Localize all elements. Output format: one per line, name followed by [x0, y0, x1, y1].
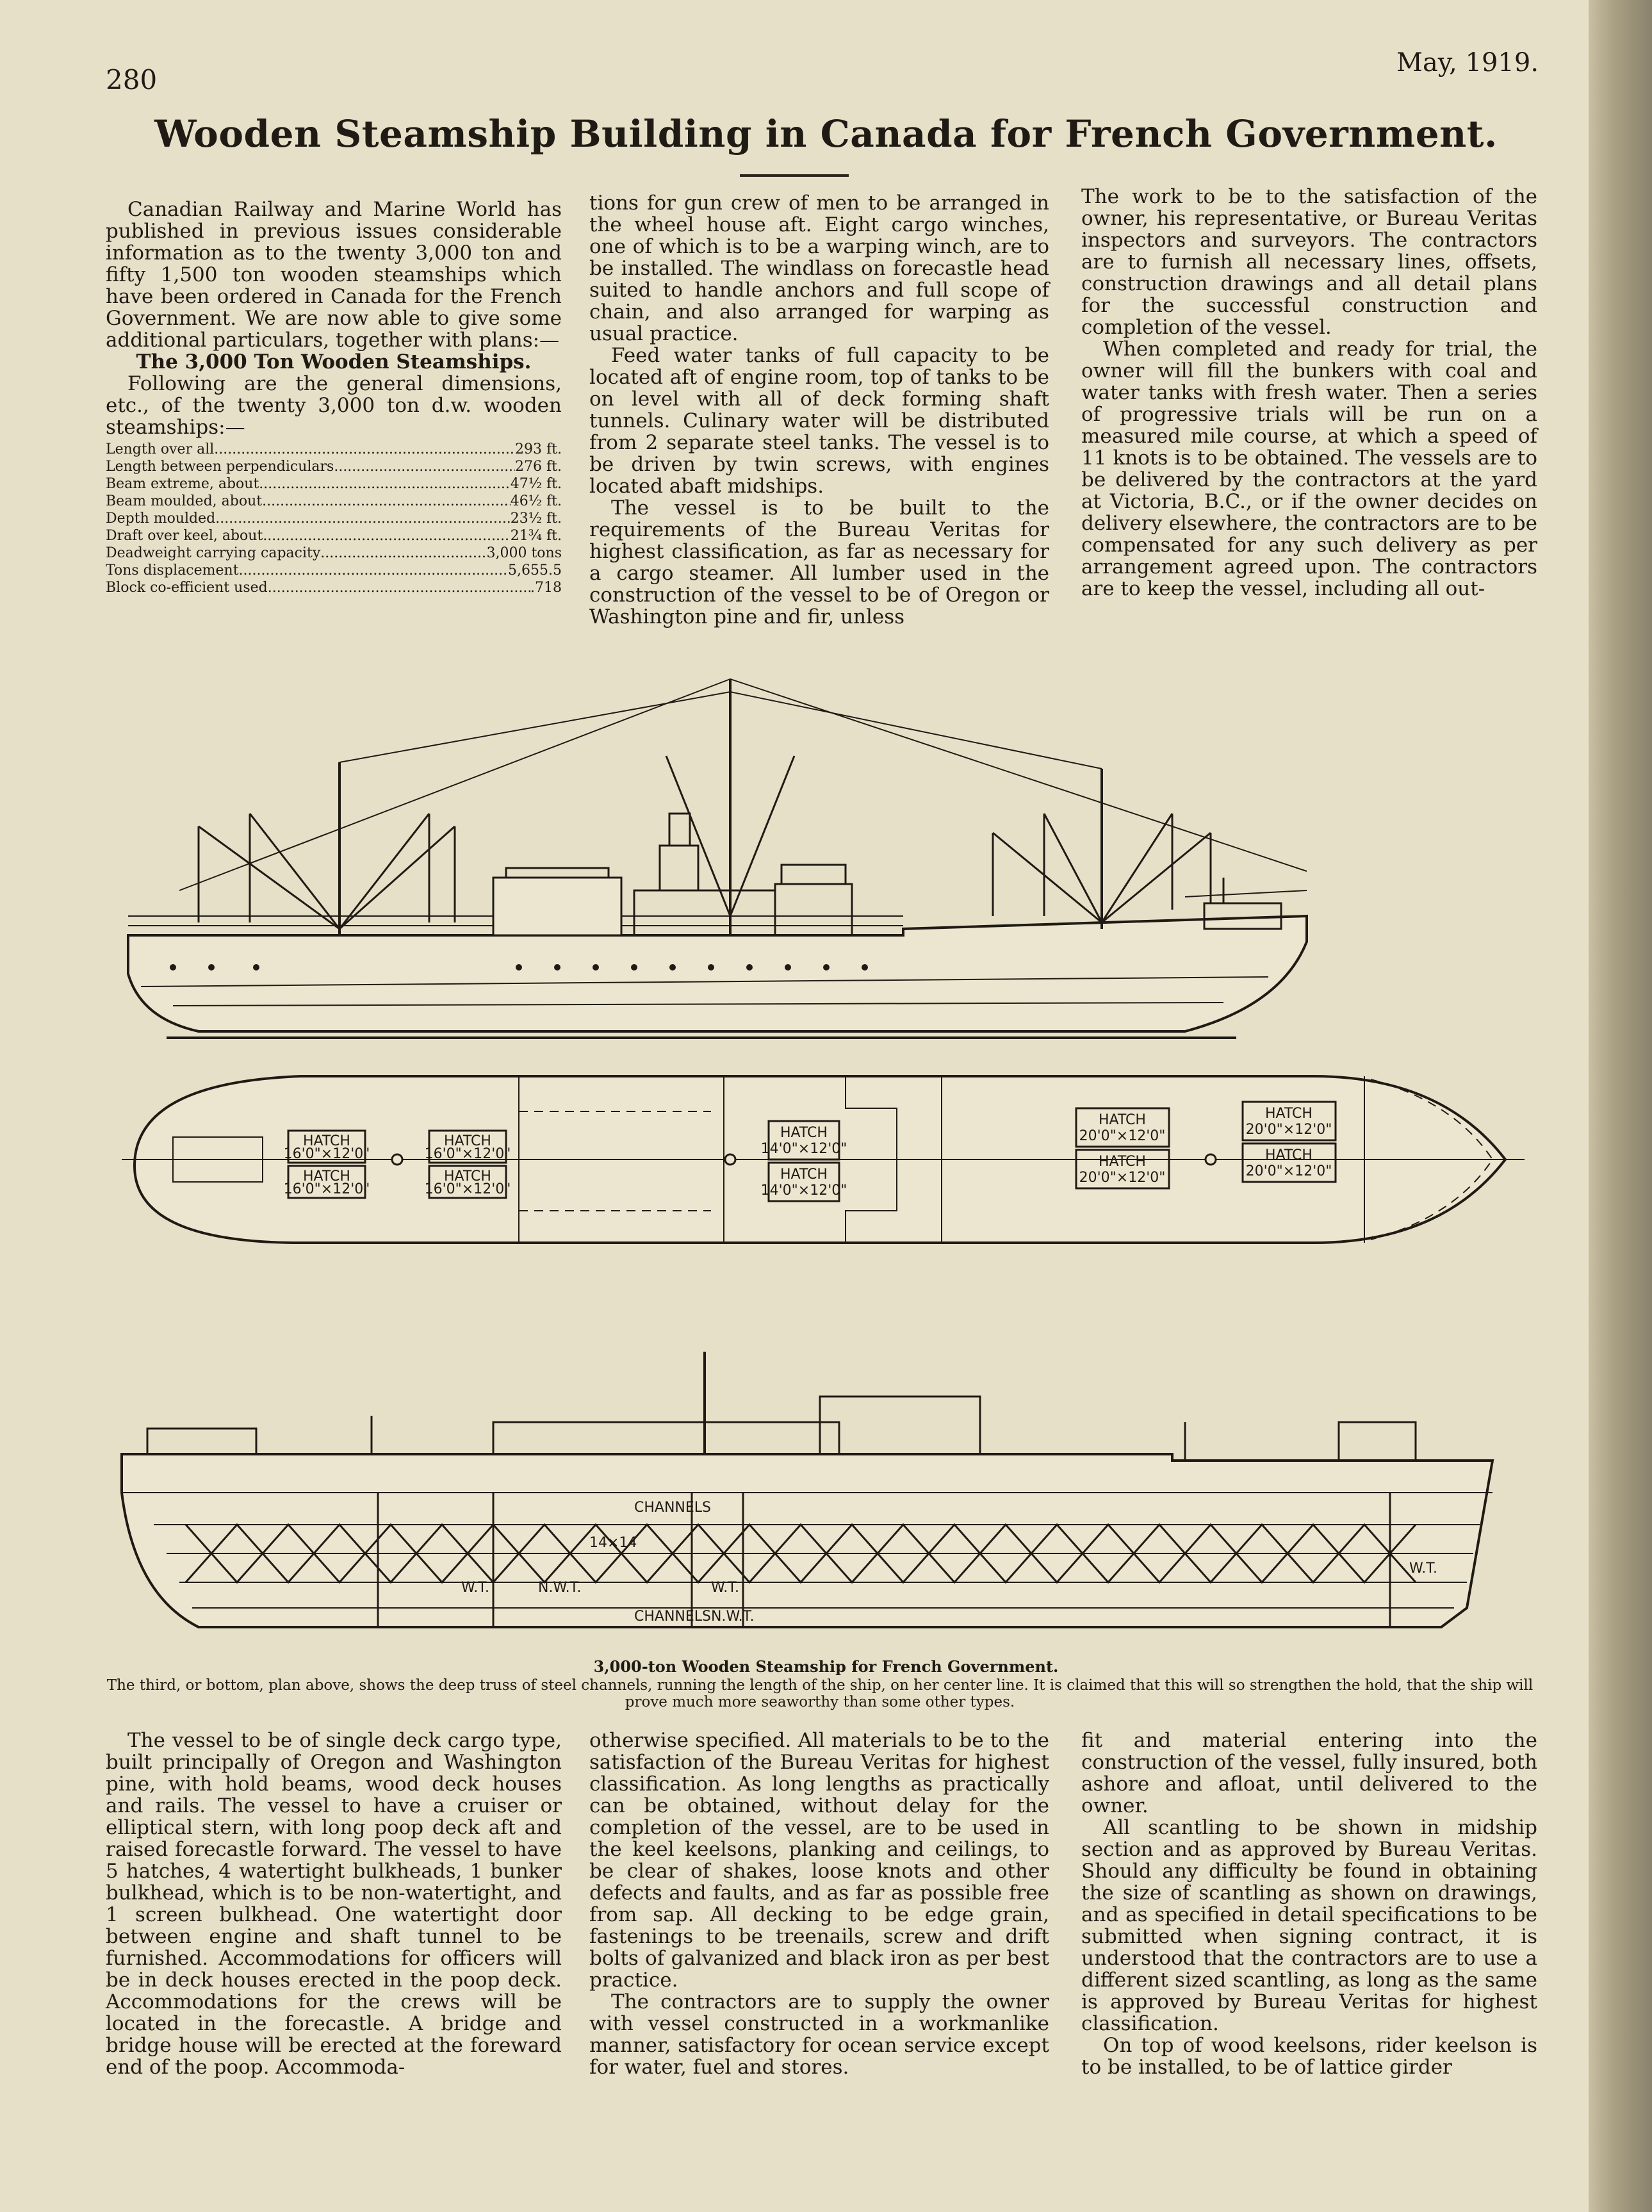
section-subhead: The 3,000 Ton Wooden Steamships.	[136, 350, 532, 373]
dimension-row	[106, 458, 562, 475]
dimensions-lead: Following are the general dimensions, etc., of the twenty 3,000 ton d.w. wooden steamships:—	[106, 372, 562, 439]
headline-rule	[740, 174, 849, 177]
dimension-row	[106, 510, 562, 527]
dimension-row	[106, 527, 562, 545]
leader-dots	[239, 562, 508, 579]
channels-label: CHANNELS	[634, 1609, 711, 1625]
dimension-label: Tons displacement	[106, 562, 239, 578]
hatch-label: HATCH	[444, 1133, 491, 1149]
non-watertight-label: N.W.T.	[711, 1609, 755, 1625]
bottom-column-1	[106, 1730, 562, 2078]
paragraph: The contractors are to supply the owner with vessel constructed in a workmanlike manner, satisfactory for ocean service except for water, fuel and stores.	[589, 1990, 1049, 2079]
hatch-label: HATCH	[1265, 1147, 1313, 1163]
channels-label: CHANNELS	[634, 1500, 711, 1516]
dimension-label: Length over all	[106, 441, 215, 457]
issue-date: May, 1919.	[1396, 48, 1539, 78]
figure-caption-title: 3,000-ton Wooden Steamship for French Government.	[593, 1657, 1059, 1676]
paragraph: All scantling to be shown in midship section and as approved by Bureau Veritas. Should any difficulty be found in obtaining the size of scantling as shown on drawings, and as specified in detail specifications to be submitted when signing contract, it is understood that the contractors are to use a different sized scantling, as long as the same is approved by Bureau Veritas for highest classification.	[1081, 1816, 1537, 2035]
dimension-label: Draft over keel, about	[106, 528, 263, 544]
paragraph: The work to be to the satisfaction of the owner, his representative, or Bureau Veritas inspectors and surveyors. The contractors are to furnish all necessary lines, offsets, construction drawings and all detail plans for the successful construction and completion of the vessel.	[1081, 185, 1537, 339]
dimension-row	[106, 441, 562, 458]
non-watertight-label: N.W.T.	[538, 1580, 582, 1596]
paragraph: fit and material entering into the construction of the vessel, fully insured, both ashore and afloat, until delivered to the owner.	[1081, 1729, 1537, 1817]
dimension-value: 23½ ft.	[510, 511, 562, 527]
article-headline: Wooden Steamship Building in Canada for French Government.	[154, 112, 1498, 156]
dimension-row	[106, 562, 562, 579]
dimension-value: 46½ ft.	[510, 493, 562, 509]
dimension-value: 21¾ ft.	[510, 528, 562, 544]
leader-dots	[268, 579, 530, 596]
figure-caption-text: The third, or bottom, plan above, shows the deep truss of steel channels, running the length of the ship, on her center line. It is claimed that this will so strengthen the hold, that the ship will prove much more seaworthy than some other types.	[106, 1677, 1533, 1710]
paragraph: The vessel to be of single deck cargo type, built principally of Oregon and Washington pine, with hold beams, wood deck houses and rails. The vessel to have a cruiser or elliptical stern, with long poop deck aft and raised forecastle forward. The vessel to have 5 hatches, 4 watertight bulkheads, 1 bunker bulkhead, which is to be non-watertight, and 1 screen bulkhead. One watertight door between engine and shaft tunnel to be furnished. Accommodations for officers will be in deck houses erected in the poop deck. Accommodations for the crews will be located in the forecastle. A bridge and bridge house will be erected at the foreward end of the poop. Accommoda-	[106, 1729, 562, 2079]
dimension-label: Deadweight carrying capacity	[106, 545, 321, 561]
dimension-label: Depth moulded	[106, 511, 216, 527]
hatch-size: 16'0"×12'0"	[283, 1146, 370, 1162]
leader-dots	[334, 458, 515, 475]
hatch-label: HATCH	[444, 1168, 491, 1184]
leader-dots	[214, 441, 515, 458]
hatch-label: HATCH	[1265, 1106, 1313, 1122]
bottom-column-3	[1081, 1730, 1537, 2078]
hatch-size: 14'0"×12'0"	[760, 1141, 847, 1157]
dimension-value: 47½ ft.	[510, 476, 562, 492]
hatch-label: HATCH	[303, 1168, 350, 1184]
paragraph: The vessel is to be built to the requirements of the Bureau Veritas for highest classification, as far as necessary for a cargo steamer. All lumber used in the construction of the vessel to be of Oregon or Washington pine and fir, unless	[589, 496, 1049, 628]
dimension-value: 276 ft.	[515, 459, 562, 475]
top-column-2	[589, 192, 1049, 628]
leader-dots	[215, 510, 510, 527]
dimension-label: Length between perpendiculars	[106, 459, 334, 475]
dimension-row	[106, 545, 562, 562]
dimension-row	[106, 493, 562, 510]
watertight-label: W.T.	[711, 1580, 740, 1596]
dimension-value: .718	[530, 580, 562, 596]
top-column-1	[106, 199, 562, 596]
hatch-label: HATCH	[303, 1133, 350, 1149]
hatch-label: HATCH	[1099, 1112, 1146, 1128]
hatch-label: HATCH	[780, 1167, 828, 1183]
hatch-label: HATCH	[780, 1125, 828, 1141]
hatch-size: 20'0"×12'0"	[1245, 1163, 1332, 1179]
leader-dots	[259, 475, 510, 493]
top-column-3	[1081, 186, 1537, 600]
dimension-value: 3,000 tons	[486, 545, 562, 561]
hatch-size: 14'0"×12'0"	[760, 1183, 847, 1199]
hatch-label: HATCH	[1099, 1154, 1146, 1170]
dimension-value: 293 ft.	[515, 441, 562, 457]
hatch-size: 16'0"×12'0"	[283, 1181, 370, 1197]
page-number: 280	[106, 64, 158, 95]
dimension-row	[106, 475, 562, 493]
dimensions-table	[106, 441, 562, 596]
paragraph: otherwise specified. All materials to be to the satisfaction of the Bureau Veritas for highest classification. As long lengths as practically can be obtained, without delay for the completion of the vessel, are to be used in the keel keelsons, planking and ceilings, to be clear of shakes, loose knots and other defects and faults, and as far as possible free from sap. All decking to be edge grain, fastenings to be treenails, screw and drift bolts of galvanized and black iron as per best practice.	[589, 1729, 1049, 1992]
dimension-value: 5,655.5	[508, 562, 562, 578]
dimension-label: Block co-efficient used	[106, 580, 268, 596]
watertight-label: W.T.	[1409, 1561, 1438, 1577]
ship-plans-figure	[96, 660, 1646, 1659]
paragraph: tions for gun crew of men to be arranged in the wheel house aft. Eight cargo winches, one of which is to be a warping winch, are to be installed. The windlass on forecastle head suited to handle anchors and full scope of chain, and also arranged for warping as usual practice.	[589, 192, 1049, 345]
bottom-column-2	[589, 1730, 1049, 2078]
hatch-size: 20'0"×12'0"	[1079, 1128, 1166, 1144]
leader-dots	[262, 493, 511, 510]
paragraph: When completed and ready for trial, the owner will fill the bunkers with coal and water tanks with fresh water. Then a series of progressive trials will be run on a measured mile course, at which a speed of 11 knots is to be obtained. The vessels are to be delivered by the contractors at the yard at Victoria, B.C., or if the owner decides on delivery elsewhere, the contractors are to be compensated for any such delivery as per arrangement agreed upon. The contractors are to keep the vessel, including all out-	[1081, 338, 1537, 600]
deck-plan-view	[122, 1076, 1525, 1243]
hatch-size: 20'0"×12'0"	[1245, 1122, 1332, 1138]
leader-dots	[263, 527, 510, 545]
paragraph: On top of wood keelsons, rider keelson is to be installed, to be of lattice girder	[1081, 2034, 1537, 2079]
intro-paragraph: Canadian Railway and Marine World has published in previous issues considerable information as to the twenty 3,000 ton and fifty 1,500 ton wooden steamships which have been ordered in Canada for the French Government. We are now able to give some additional particulars, together with plans:—	[106, 198, 562, 352]
hatch-size: 16'0"×12'0"	[424, 1146, 511, 1162]
dimension-row	[106, 579, 562, 596]
elevation-view	[128, 679, 1307, 1038]
paragraph: Feed water tanks of full capacity to be located aft of engine room, top of tanks to be on level with all of deck forming shaft tunnels. Culinary water will be distributed from 2 separate steel tanks. The vessel is to be driven by twin screws, with engines located abaft midships.	[589, 344, 1049, 498]
section-view	[122, 1352, 1493, 1627]
timber-size-label: 14×14	[589, 1535, 637, 1551]
leader-dots	[320, 545, 486, 562]
watertight-label: W.T.	[461, 1580, 490, 1596]
hatch-size: 20'0"×12'0"	[1079, 1170, 1166, 1186]
hatch-size: 16'0"×12'0"	[424, 1181, 511, 1197]
dimension-label: Beam moulded, about	[106, 493, 263, 509]
dimension-label: Beam extreme, about	[106, 476, 259, 492]
